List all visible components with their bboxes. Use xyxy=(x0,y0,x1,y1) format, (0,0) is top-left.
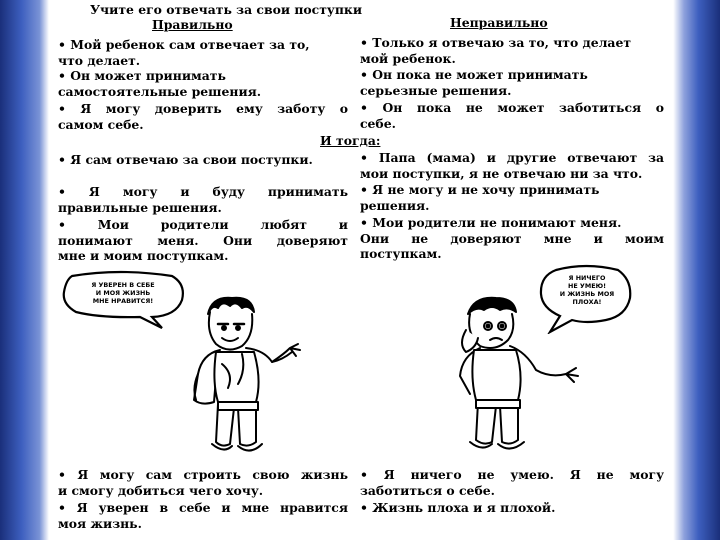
text-line: себе. xyxy=(360,115,396,131)
text-line: • Я не могу и не хочу принимать xyxy=(360,182,600,197)
left-top-item-2 xyxy=(58,68,348,99)
right-top-item-2 xyxy=(360,67,664,98)
confident-boy-illustration xyxy=(172,292,312,462)
bubble-line: И ЖИЗНЬ МОЯ xyxy=(559,290,615,298)
text-line: • Я сам отвечаю за свои поступки. xyxy=(58,152,313,167)
text-line: мой ребенок. xyxy=(360,50,456,66)
column-header-right-wrong: Правильно xyxy=(152,17,233,32)
right-mid-item-3 xyxy=(360,215,664,262)
right-bottom-item-2 xyxy=(360,500,664,516)
text-line: • Мой ребенок сам отвечает за то, xyxy=(58,37,310,52)
text-line: • Папа (мама) и другие отвечают за xyxy=(360,150,664,165)
bubble-line: ПЛОХА! xyxy=(572,298,602,306)
text-line: решения. xyxy=(360,197,430,213)
text-line: мне и моим поступкам. xyxy=(58,248,229,263)
right-mid-item-1 xyxy=(360,150,664,181)
bubble-line: Я НИЧЕГО xyxy=(568,274,606,282)
text-line: • Я могу доверить ему заботу о xyxy=(58,101,348,116)
text-line: • Мои родители любят и xyxy=(58,217,348,232)
unsure-boy-illustration xyxy=(440,290,590,460)
text-line: самом себе. xyxy=(58,116,144,132)
text-line: • Он пока не может заботиться о xyxy=(360,100,664,115)
bubble-line: НЕ УМЕЮ! xyxy=(567,282,606,290)
text-line: и смогу добиться чего хочу. xyxy=(58,482,264,498)
middle-header: И тогда: xyxy=(320,133,381,148)
right-mid-item-2 xyxy=(360,182,664,213)
text-line: • Я уверен в себе и мне нравится xyxy=(58,500,348,515)
left-top-item-1 xyxy=(58,37,348,68)
text-line: правильные решения. xyxy=(58,199,222,215)
text-line: поступкам. xyxy=(360,246,442,261)
text-line: • Он может принимать xyxy=(58,68,226,83)
left-mid-item-2 xyxy=(58,184,348,215)
left-mid-item-3 xyxy=(58,217,348,264)
text-line: серьезные решения. xyxy=(360,82,512,98)
heading-top: Учите его отвечать за свои поступки xyxy=(90,2,363,17)
text-line: • Жизнь плоха и я плохой. xyxy=(360,500,556,515)
text-line: • Только я отвечаю за то, что делает xyxy=(360,35,632,50)
text-line: понимают меня. Они доверяют xyxy=(58,232,348,248)
right-top-item-3 xyxy=(360,100,664,131)
bubble-line: И МОЯ ЖИЗНЬ xyxy=(95,289,151,297)
text-line: мои поступки, я не отвечаю ни за что. xyxy=(360,165,643,181)
left-bottom-item-1 xyxy=(58,467,348,498)
text-line: • Я ничего не умею. Я не могу xyxy=(360,467,664,482)
bubble-line: МНЕ НРАВИТСЯ! xyxy=(92,297,154,305)
right-top-item-1 xyxy=(360,35,664,66)
text-line: • Мои родители не понимают меня. xyxy=(360,215,622,230)
left-top-item-3 xyxy=(58,101,348,132)
right-bottom-item-1 xyxy=(360,467,664,498)
text-line: • Я могу и буду принимать xyxy=(58,184,348,199)
text-line: моя жизнь. xyxy=(58,515,142,531)
speech-bubble-left-text xyxy=(70,281,176,305)
text-line: Они не доверяют мне и моим xyxy=(360,230,664,246)
left-bottom-item-2 xyxy=(58,500,348,531)
column-header-wrong: Неправильно xyxy=(450,15,548,30)
left-mid-item-1 xyxy=(58,152,348,168)
text-line: что делает. xyxy=(58,52,141,68)
text-line: • Он пока не может принимать xyxy=(360,67,588,82)
document-page xyxy=(52,0,668,540)
text-line: самостоятельные решения. xyxy=(58,83,262,99)
text-line: • Я могу сам строить свою жизнь xyxy=(58,467,348,482)
bubble-line: Я УВЕРЕН В СЕБЕ xyxy=(91,281,155,289)
text-line: заботиться о себе. xyxy=(360,482,495,498)
